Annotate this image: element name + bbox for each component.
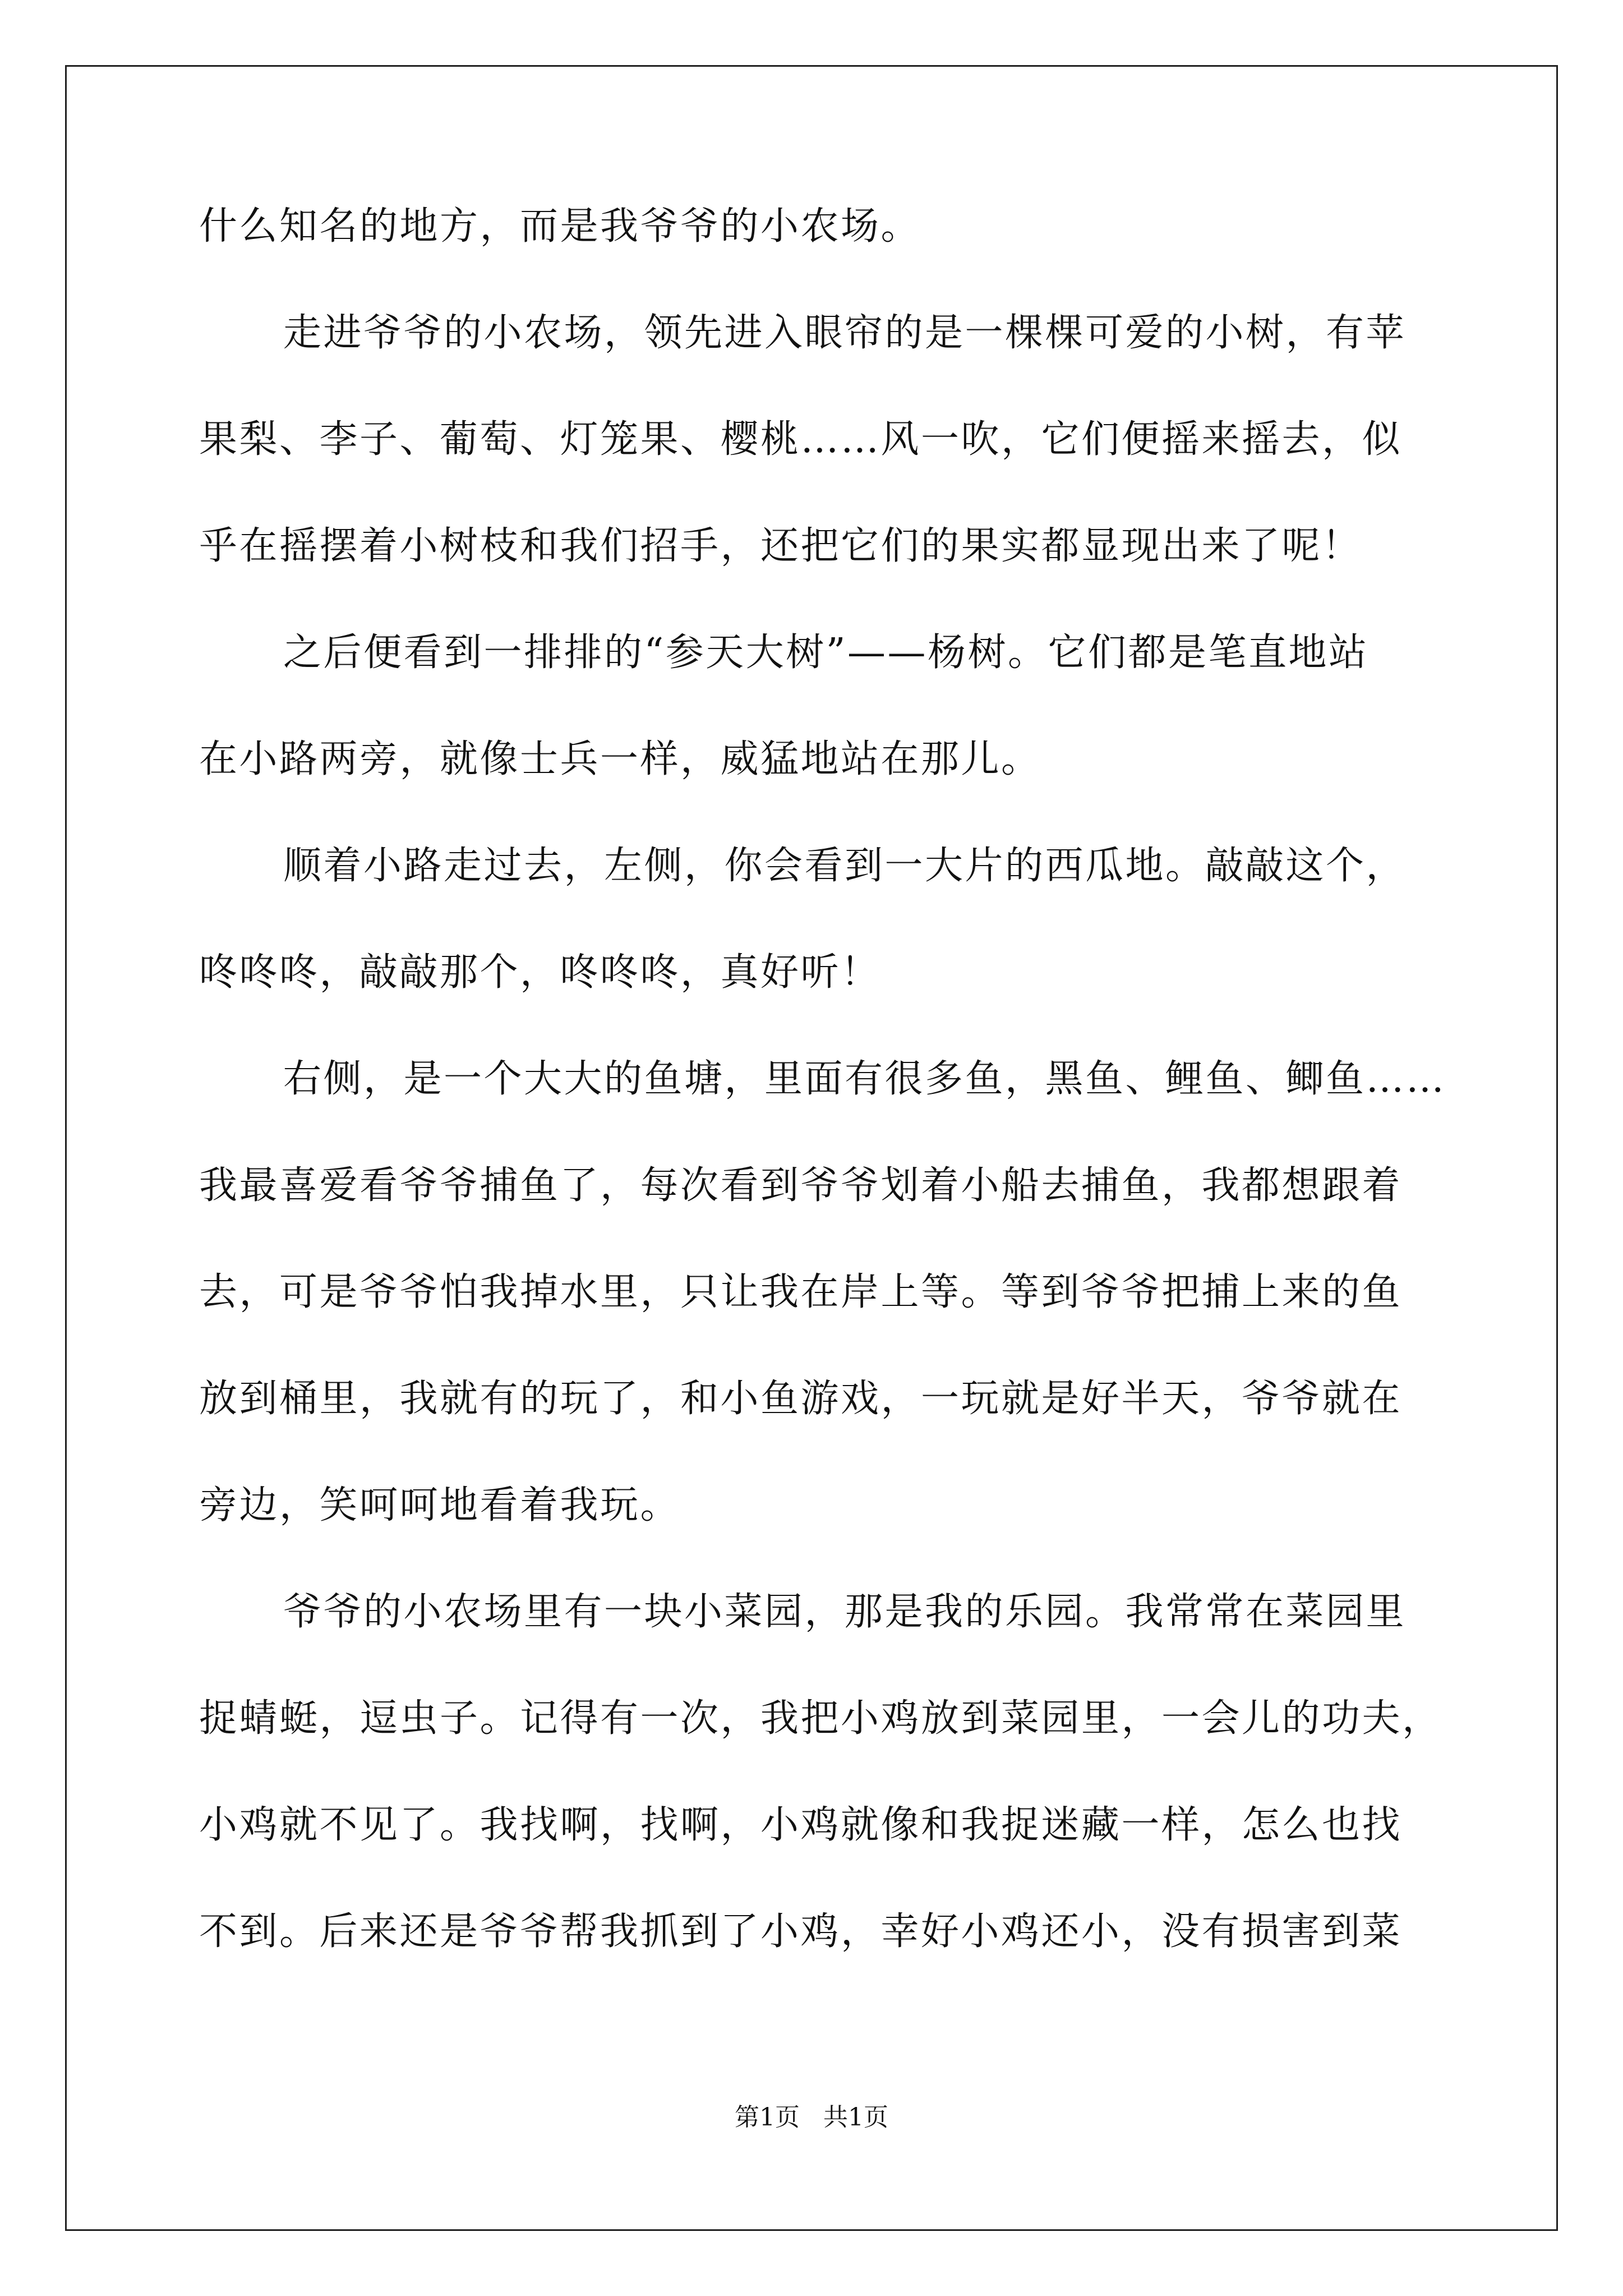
text-line: 小鸡就不见了。我找啊，找啊，小鸡就像和我捉迷藏一样，怎么也找 (199, 1803, 1403, 1847)
text-line: 捉蜻蜓，逗虫子。记得有一次，我把小鸡放到菜园里，一会儿的功夫， (199, 1696, 1442, 1741)
text-line: 爷爷的小农场里有一块小菜园，那是我的乐园。我常常在菜园里 (283, 1590, 1407, 1634)
text-line: 不到。后来还是爷爷帮我抓到了小鸡，幸好小鸡还小，没有损害到菜 (199, 1910, 1403, 1954)
text-line: 在小路两旁，就像士兵一样，威猛地站在那儿。 (199, 737, 1041, 781)
text-line: 咚咚咚，敲敲那个，咚咚咚，真好听！ (199, 950, 881, 995)
text-line: 之后便看到一排排的“参天大树”——杨树。它们都是笔直地站 (283, 631, 1369, 675)
page-border (65, 65, 1558, 2231)
text-line: 旁边，笑呵呵地看着我玩。 (199, 1483, 681, 1527)
text-line: 顺着小路走过去，左侧，你会看到一大片的西瓜地。敲敲这个， (283, 844, 1407, 888)
text-line: 果梨、李子、葡萄、灯笼果、樱桃……风一吹，它们便摇来摇去，似 (199, 417, 1403, 462)
text-line: 放到桶里，我就有的玩了，和小鱼游戏，一玩就是好半天，爷爷就在 (199, 1377, 1403, 1421)
text-line: 走进爷爷的小农场，领先进入眼帘的是一棵棵可爱的小树，有苹 (283, 311, 1407, 355)
page-footer: 第1页 共1页 (735, 2103, 888, 2132)
text-line: 乎在摇摆着小树枝和我们招手，还把它们的果实都显现出来了呢！ (199, 524, 1362, 568)
text-line: 右侧，是一个大大的鱼塘，里面有很多鱼，黑鱼、鲤鱼、鲫鱼…… (283, 1057, 1446, 1101)
text-line: 我最喜爱看爷爷捕鱼了，每次看到爷爷划着小船去捕鱼，我都想跟着 (199, 1163, 1403, 1208)
text-line: 去，可是爷爷怕我掉水里，只让我在岸上等。等到爷爷把捕上来的鱼 (199, 1270, 1403, 1314)
text-line: 什么知名的地方，而是我爷爷的小农场。 (199, 204, 921, 249)
